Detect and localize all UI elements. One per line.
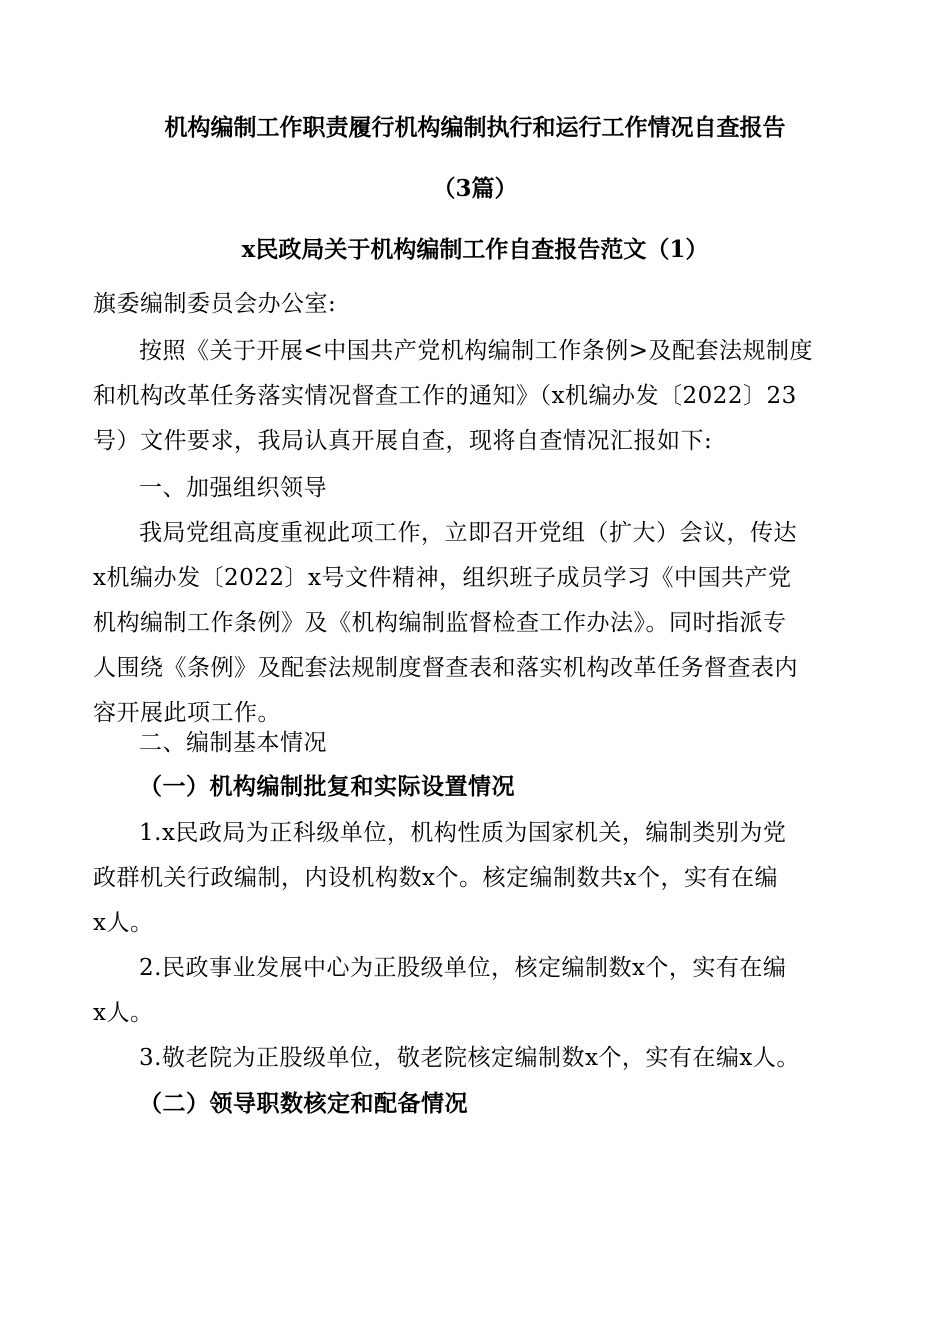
section1-body-line-1: 我局党组高度重视此项工作，立即召开党组（扩大）会议，传达 — [139, 520, 797, 546]
item3-line: 3.敬老院为正股级单位，敬老院核定编制数x个，实有在编x人。 — [139, 1045, 800, 1071]
section2-heading: 二、编制基本情况 — [139, 730, 327, 756]
item1-line-2: 政群机关行政编制，内设机构数x个。核定编制数共x个，实有在编 — [93, 865, 778, 891]
section1-body-line-3: 机构编制工作条例》及《机构编制监督检查工作办法》。同时指派专 — [93, 610, 787, 636]
item1-line-3: x人。 — [93, 910, 154, 936]
intro-line-2: 和机构改革任务落实情况督查工作的通知》（x机编办发〔2022〕23 — [93, 383, 797, 409]
document-title-line2: （3篇） — [432, 175, 518, 202]
intro-line-3: 号）文件要求，我局认真开展自查，现将自查情况汇报如下: — [93, 428, 713, 454]
subsection2-heading: （二）领导职数核定和配备情况 — [139, 1090, 468, 1117]
intro-line-1: 按照《关于开展<中国共产党机构编制工作条例>及配套法规制度 — [139, 338, 814, 364]
document-title-line1: 机构编制工作职责履行机构编制执行和运行工作情况自查报告 — [164, 114, 786, 141]
document-subtitle: x民政局关于机构编制工作自查报告范文（1） — [241, 236, 709, 263]
addressee: 旗委编制委员会办公室: — [93, 291, 337, 317]
section1-heading: 一、加强组织领导 — [139, 475, 327, 501]
section1-body-line-2: x机编办发〔2022〕x号文件精神，组织班子成员学习《中国共产党 — [93, 565, 792, 591]
item1-line-1: 1.x民政局为正科级单位，机构性质为国家机关，编制类别为党 — [139, 820, 787, 846]
item2-line-2: x人。 — [93, 1000, 154, 1026]
section1-body-line-4: 人围绕《条例》及配套法规制度督查表和落实机构改革任务督查表内 — [93, 655, 798, 681]
item2-line-1: 2.民政事业发展中心为正股级单位，核定编制数x个，实有在编 — [139, 955, 787, 981]
section1-body-line-5: 容开展此项工作。 — [93, 700, 281, 726]
subsection1-heading: （一）机构编制批复和实际设置情况 — [139, 773, 515, 800]
